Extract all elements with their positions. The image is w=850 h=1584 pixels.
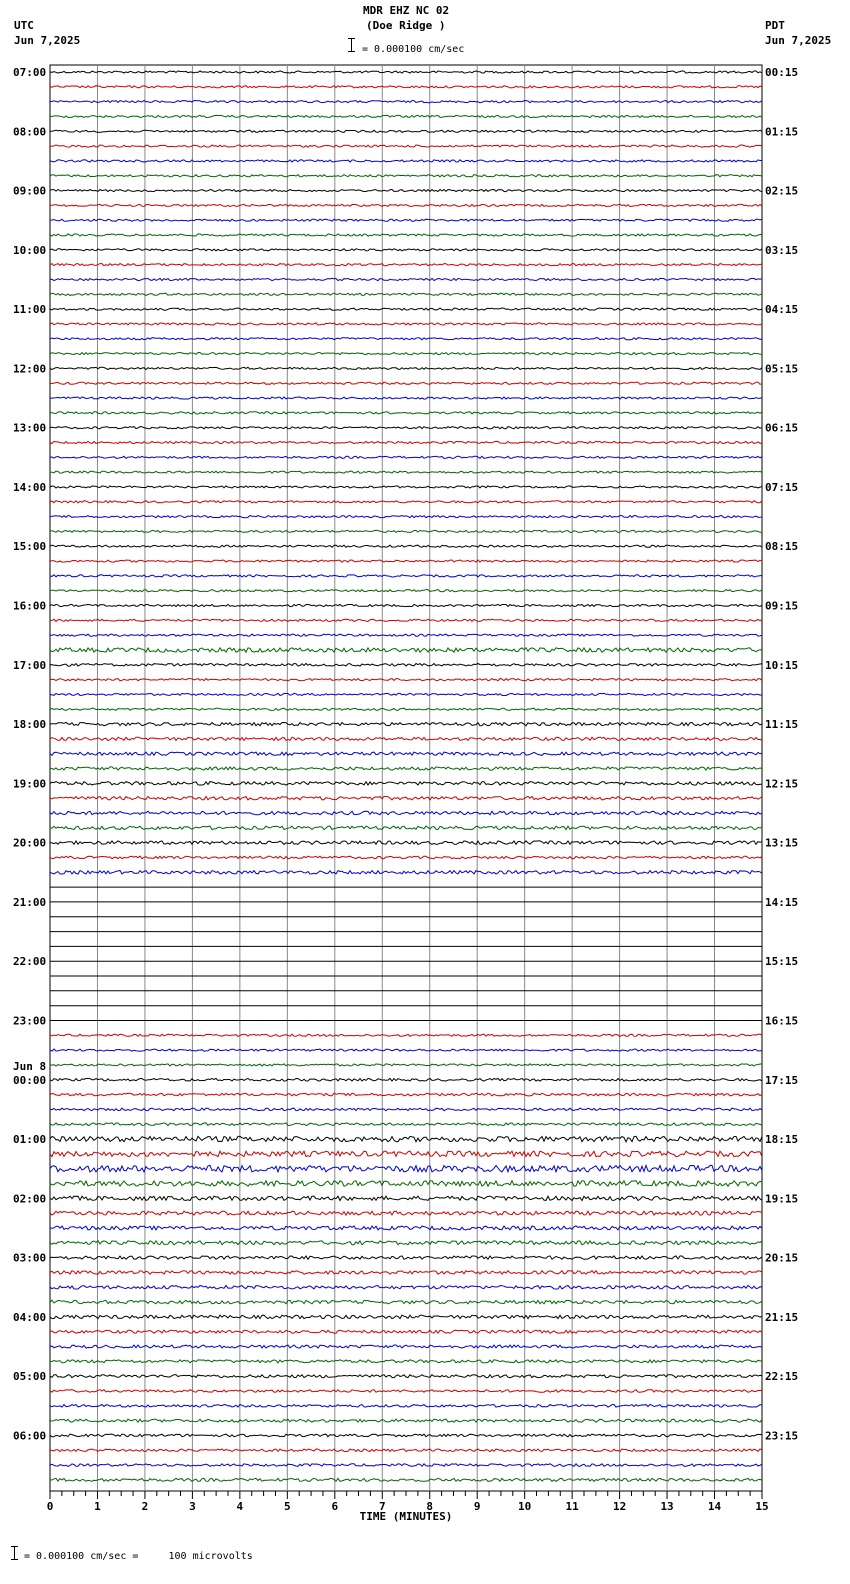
utc-hour-label: 01:00	[13, 1133, 47, 1147]
x-axis-label: TIME (MINUTES)	[359, 1510, 453, 1523]
seismic-trace	[50, 1360, 762, 1363]
right-date: Jun 7,2025	[765, 34, 832, 47]
seismic-trace	[50, 1165, 762, 1172]
utc-hour-label: 13:00	[13, 421, 47, 435]
seismic-trace	[50, 782, 762, 786]
seismic-trace	[50, 1241, 762, 1245]
seismic-trace	[50, 501, 762, 503]
x-tick-label: 2	[141, 1500, 149, 1513]
seismic-trace	[50, 1181, 762, 1186]
pdt-hour-label: 11:15	[765, 718, 799, 732]
left-timezone: UTC	[14, 19, 34, 32]
seismic-trace	[50, 856, 762, 859]
seismic-trace	[50, 604, 762, 606]
pdt-hour-label: 09:15	[765, 599, 799, 613]
seismic-trace	[50, 722, 762, 725]
x-tick-label: 8	[426, 1500, 434, 1513]
seismic-trace	[50, 1300, 762, 1304]
pdt-hour-label: 10:15	[765, 658, 799, 672]
seismic-trace	[50, 1196, 762, 1200]
seismic-trace	[50, 679, 762, 681]
utc-hour-label: 23:00	[13, 1014, 47, 1028]
seismic-trace	[50, 382, 762, 384]
seismic-trace	[50, 204, 762, 206]
seismic-trace	[50, 1345, 762, 1348]
x-tick-label: 4	[236, 1500, 244, 1513]
seismic-trace	[50, 796, 762, 800]
seismic-trace	[50, 1375, 762, 1378]
x-tick-label: 3	[189, 1500, 196, 1513]
seismic-trace	[50, 767, 762, 770]
right-timezone: PDT	[765, 19, 785, 32]
pdt-hour-label: 02:15	[765, 184, 799, 198]
seismic-trace	[50, 575, 762, 577]
seismic-trace	[50, 560, 762, 562]
seismic-trace	[50, 1211, 762, 1215]
utc-hour-label: 17:00	[13, 658, 47, 672]
x-tick-label: 15	[755, 1500, 769, 1513]
pdt-hour-label: 18:15	[765, 1133, 799, 1147]
pdt-hour-label: 20:15	[765, 1251, 799, 1265]
seismic-trace	[50, 1136, 762, 1142]
seismic-trace	[50, 145, 762, 147]
x-tick-label: 14	[707, 1500, 722, 1513]
seismic-trace	[50, 1419, 762, 1422]
seismic-trace	[50, 219, 762, 221]
seismic-trace	[50, 1464, 762, 1467]
seismic-trace	[50, 338, 762, 340]
seismic-trace	[50, 1434, 762, 1437]
seismic-trace	[50, 367, 762, 369]
x-tick-label: 5	[284, 1500, 291, 1513]
pdt-hour-label: 22:15	[765, 1370, 799, 1384]
seismic-trace	[50, 323, 762, 325]
seismic-trace	[50, 590, 762, 592]
seismic-trace	[50, 486, 762, 488]
seismic-trace	[50, 1049, 762, 1051]
seismic-trace	[50, 278, 762, 280]
x-tick-label: 7	[378, 1500, 386, 1513]
utc-hour-label: 14:00	[13, 480, 47, 494]
seismic-trace	[50, 1449, 762, 1452]
utc-hour-label: 03:00	[13, 1251, 47, 1265]
utc-hour-label: 08:00	[13, 125, 47, 139]
seismic-trace	[50, 1330, 762, 1333]
seismic-trace	[50, 115, 762, 117]
pdt-hour-label: 23:15	[765, 1429, 799, 1443]
seismic-trace	[50, 71, 762, 73]
seismic-trace	[50, 175, 762, 177]
pdt-hour-label: 16:15	[765, 1014, 799, 1028]
pdt-hour-label: 17:15	[765, 1073, 799, 1087]
utc-hour-label: 22:00	[13, 955, 47, 969]
pdt-hour-label: 21:15	[765, 1310, 799, 1324]
seismic-trace	[50, 708, 762, 710]
seismic-trace	[50, 693, 762, 695]
seismic-trace	[50, 293, 762, 295]
utc-hour-label: 06:00	[13, 1429, 47, 1443]
utc-hour-label: 09:00	[13, 184, 47, 198]
seismic-trace	[50, 737, 762, 740]
seismic-trace	[50, 234, 762, 236]
seismic-trace	[50, 530, 762, 532]
seismic-trace	[50, 811, 762, 815]
seismic-trace	[50, 264, 762, 266]
utc-hour-label: 02:00	[13, 1192, 47, 1206]
seismic-trace	[50, 648, 762, 652]
x-tick-label: 6	[331, 1500, 339, 1513]
utc-hour-label: 12:00	[13, 362, 47, 376]
seismic-trace	[50, 619, 762, 621]
utc-hour-label: 07:00	[13, 66, 47, 79]
pdt-hour-label: 05:15	[765, 362, 799, 376]
pdt-hour-label: 13:15	[765, 836, 799, 850]
seismic-trace	[50, 1256, 762, 1259]
utc-hour-label: 18:00	[13, 718, 47, 732]
seismic-trace	[50, 249, 762, 251]
seismic-trace	[50, 1151, 762, 1157]
x-tick-label: 10	[518, 1500, 532, 1513]
seismic-trace	[50, 86, 762, 88]
seismic-trace	[50, 871, 762, 875]
x-tick-label: 0	[46, 1500, 54, 1513]
pdt-hour-label: 14:15	[765, 895, 799, 909]
x-tick-label: 9	[473, 1500, 481, 1513]
site-name: (Doe Ridge )	[366, 19, 446, 32]
seismic-trace	[50, 826, 762, 830]
seismic-trace	[50, 308, 762, 310]
pdt-hour-label: 19:15	[765, 1192, 799, 1206]
seismic-trace	[50, 441, 762, 443]
seismic-trace	[50, 545, 762, 547]
seismic-trace	[50, 427, 762, 429]
seismic-trace	[50, 1226, 762, 1230]
footer-scale-icon	[14, 1546, 15, 1560]
pdt-hour-label: 04:15	[765, 303, 799, 317]
utc-hour-label: 19:00	[13, 777, 47, 791]
x-tick-label: 12	[612, 1500, 627, 1513]
utc-hour-label: 20:00	[13, 836, 47, 850]
seismic-trace	[50, 752, 762, 755]
utc-hour-label: 21:00	[13, 895, 47, 909]
seismic-trace	[50, 160, 762, 162]
utc-hour-label: 04:00	[13, 1310, 47, 1324]
seismic-trace	[50, 634, 762, 636]
pdt-hour-label: 12:15	[765, 777, 799, 791]
x-tick-label: 11	[565, 1500, 579, 1513]
seismic-trace	[50, 1034, 762, 1036]
left-date: Jun 7,2025	[14, 34, 81, 47]
footer-note: = 0.000100 cm/sec = 100 microvolts	[24, 1551, 253, 1562]
utc-hour-label: 05:00	[13, 1370, 47, 1384]
seismic-trace	[50, 1405, 762, 1408]
seismic-trace	[50, 1064, 762, 1066]
seismic-trace	[50, 1315, 762, 1319]
pdt-hour-label: 01:15	[765, 125, 799, 139]
seismic-trace	[50, 841, 762, 845]
utc-hour-label: 00:00	[13, 1073, 47, 1087]
date-change-label: Jun 8	[13, 1059, 47, 1073]
pdt-hour-label: 15:15	[765, 955, 799, 969]
seismic-trace	[50, 353, 762, 355]
seismic-trace	[50, 516, 762, 518]
x-tick-label: 1	[94, 1500, 101, 1513]
seismic-trace	[50, 1390, 762, 1393]
seismic-trace	[50, 101, 762, 103]
seismic-trace	[50, 1478, 762, 1481]
pdt-hour-label: 06:15	[765, 421, 799, 435]
seismic-trace	[50, 1108, 762, 1111]
scale-text: = 0.000100 cm/sec	[362, 44, 465, 55]
pdt-hour-label: 03:15	[765, 243, 799, 257]
seismic-trace	[50, 664, 762, 667]
pdt-hour-label: 00:15	[765, 66, 799, 79]
seismic-trace	[50, 130, 762, 132]
seismic-trace	[50, 1078, 762, 1081]
pdt-hour-label: 07:15	[765, 480, 799, 494]
utc-hour-label: 11:00	[13, 303, 47, 317]
seismic-trace	[50, 1286, 762, 1290]
seismic-trace	[50, 1123, 762, 1126]
seismic-trace	[50, 456, 762, 458]
utc-hour-label: 15:00	[13, 540, 47, 554]
utc-hour-label: 16:00	[13, 599, 47, 613]
seismic-trace	[50, 1271, 762, 1275]
station-title: MDR EHZ NC 02	[363, 4, 450, 17]
seismic-trace	[50, 397, 762, 399]
seismic-trace	[50, 190, 762, 192]
footer-scale-icon-top	[11, 1546, 18, 1547]
utc-hour-label: 10:00	[13, 243, 47, 257]
footer-scale-icon-bottom	[11, 1559, 18, 1560]
pdt-hour-label: 08:15	[765, 540, 799, 554]
seismic-trace	[50, 1093, 762, 1096]
seismic-trace	[50, 471, 762, 473]
x-tick-label: 13	[660, 1500, 674, 1513]
seismic-trace	[50, 412, 762, 414]
